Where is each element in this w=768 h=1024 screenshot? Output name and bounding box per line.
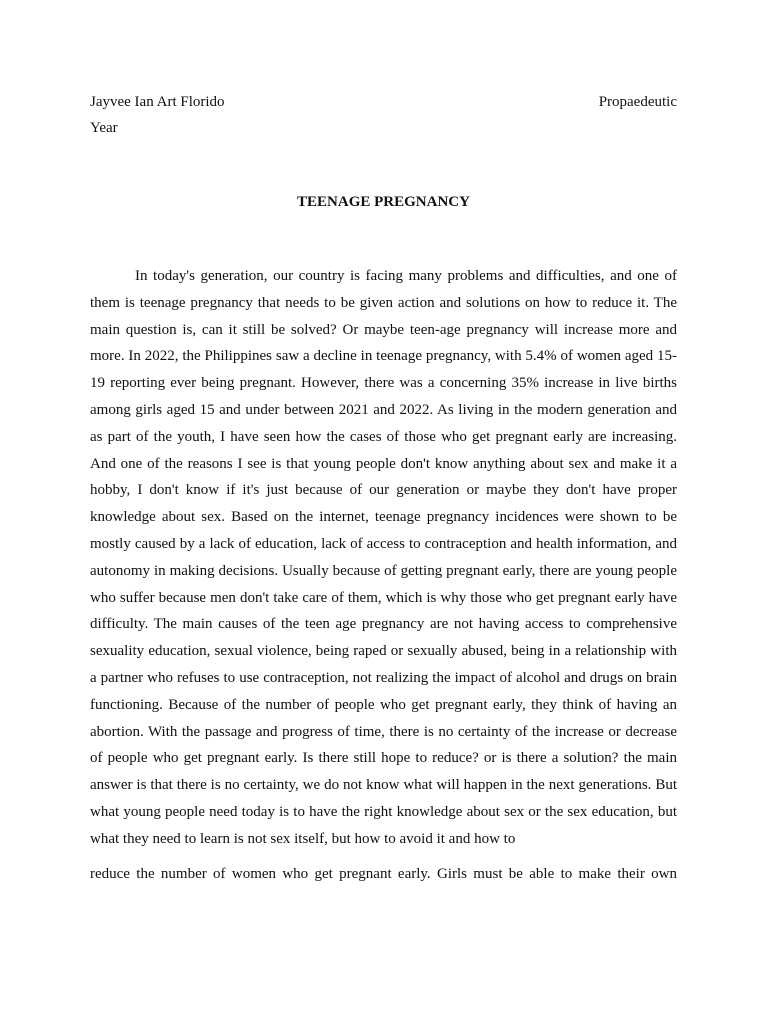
body-paragraph: In today's generation, our country is facing many problems and difficulties, and one of them is teenage pregnancy that needs to be given action and solutions on how to reduce it. The main question is, can it still be solved? Or maybe teen-age pregnancy will increase more and more. In 2022, the Philippines saw a decline in teenage pregnancy, with 5.4% of women aged 15-19 reporting ever being pregnant. However, there was a concerning 35% increase in live births among girls aged 15 and under between 2021 and 2022. As living in the modern generation and as part of the youth, I have seen how the cases of those who get pregnant early are increasing. And one of the reasons I see is that young people don't know anything about sex and make it a hobby, I don't know if it's just because of our generation or maybe they don't have proper knowledge about sex. Based on the internet, teenage pregnancy incidences were shown to be mostly caused by a lack of education, lack of access to contraception and health information, and autonomy in making decisions. Usually because of getting pregnant early, there are young people who suffer because men don't take care of them, which is why those who get pregnant early have difficulty. The main causes of the teen age pregnancy are not having access to comprehensive sexuality education, sexual violence, being raped or sexually abused, being in a relationship with a partner who refuses to use contraception, not realizing the impact of alcohol and drugs on brain functioning. Because of the number of people who get pregnant early, they think of having an abortion. With the passage and progress of time, there is no certainty of the increase or decrease of people who get pregnant early. Is there still hope to reduce? or is there a solution? the main answer is that there is no certainty, we do not know what will happen in the next generations. But what young people need today is to have the right knowledge about sex or the sex education, but what they need to learn is not sex itself, but how to avoid it and how to bbox=[90, 268, 677, 847]
course-name-part: Propaedeutic bbox=[598, 94, 677, 110]
course-name-continuation: Year bbox=[90, 120, 118, 136]
author-name: Jayvee Ian Art Florido bbox=[90, 94, 225, 110]
body-paragraph-last-line: reduce the number of women who get pregnant early. Girls must be able to make their own bbox=[90, 866, 677, 882]
document-title: TEENAGE PREGNANCY bbox=[297, 194, 470, 210]
